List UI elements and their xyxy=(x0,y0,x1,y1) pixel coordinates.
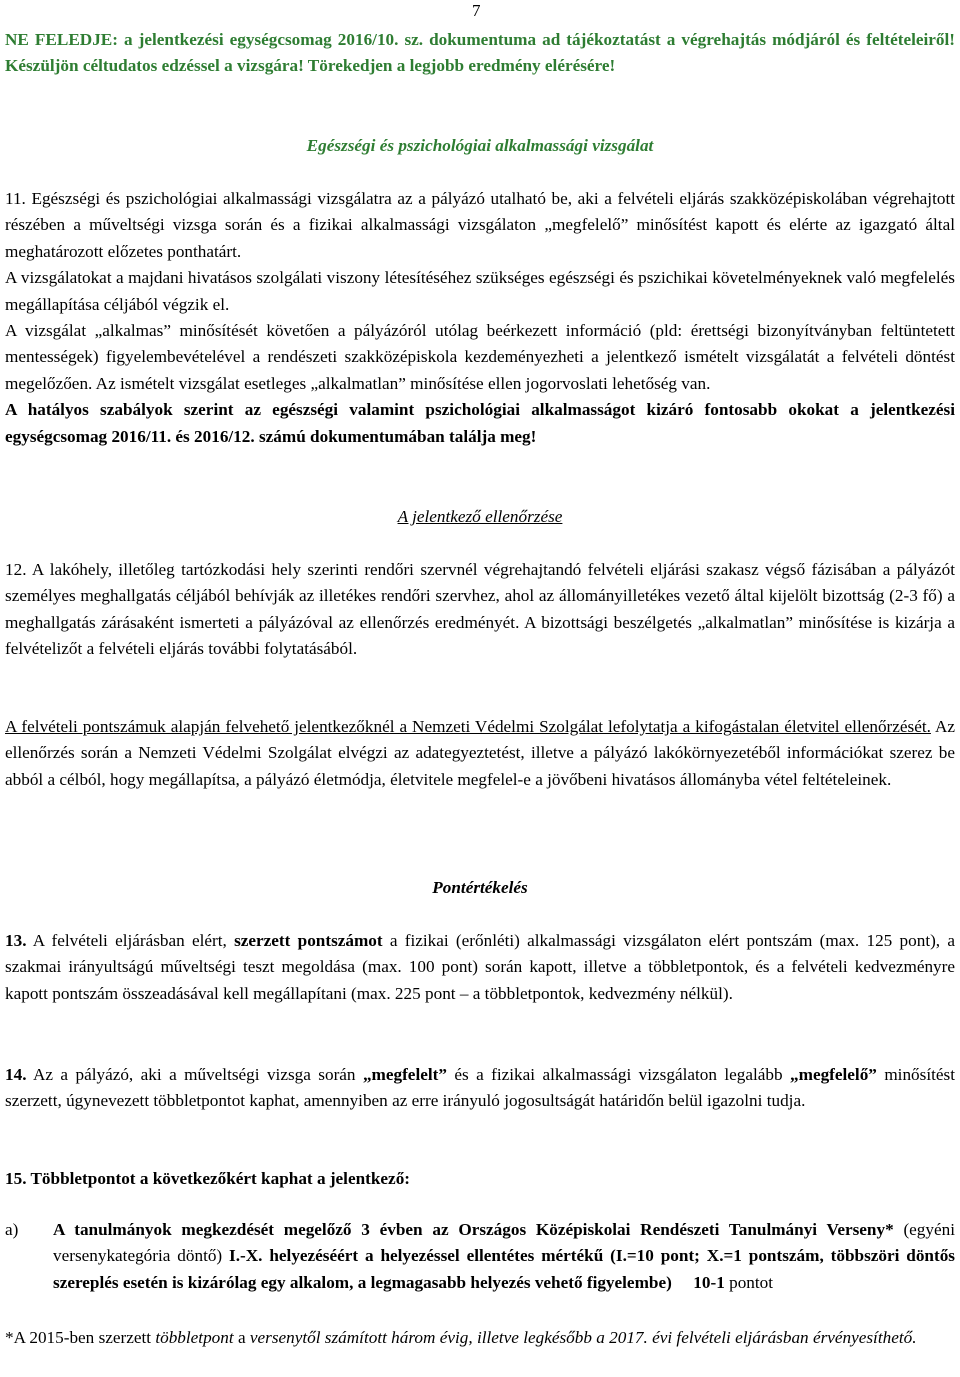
paragraph-bold-text: szerzett pontszámot xyxy=(234,931,383,950)
paragraph-text: A vizsgálat „alkalmas” minősítését követően a pályázóról utólag beérkezett információ (pld: érettségi bizonyítványban feltüntetett mentességek) figyelembevételével a rendészeti szakközépiskola kezdeményezheti a jelentkező ismételt vizsgálatát a felvételi döntést megelőzően. Az ismételt vizsgálat esetleges „alkalmatlan” minősítése ellen jogorvoslati lehetőség van. xyxy=(5,321,955,393)
list-text: pontot xyxy=(724,1272,774,1292)
paragraph-bold-text: Többletpontot a következőkért kaphat a jelentkező: xyxy=(26,1169,411,1188)
footnote xyxy=(5,1325,955,1351)
paragraph-bold-text: „megfelelt” xyxy=(362,1065,447,1084)
paragraph-number: 11. xyxy=(5,189,26,208)
paragraph-12 xyxy=(5,557,955,663)
section-title-health: Egészségi és pszichológiai alkalmassági vizsgálat xyxy=(306,136,654,155)
paragraph-text: Egészségi és pszichológiai alkalmassági vizsgálatra az a pályázó utalható be, aki a felvételi eljárás szakközépiskolában végrehajtott részében a műveltségi vizsga során és a fizikai alkalmassági vizsgálaton „megfelelő” minősítést kapott és elérte az igazgató által meghatározott előzetes ponthatárt. xyxy=(5,189,955,261)
paragraph-12-nvsz xyxy=(5,714,955,793)
footnote-italic-text: többletpont xyxy=(155,1328,234,1347)
paragraph-text: a fizikai (erőnléti) alkalmassági vizsgálaton elért pontszám (max. 125 pont), a szakmai irányultságú műveltségi teszt megoldása (max. 100 pont) során kapott, illetve a többletpontok, és a felvételi kedvezményre kapott pontszám összeadásával kell megállapítani (max. 225 pont – a többletpontok, kedvezmény nélkül). xyxy=(5,931,955,1003)
list-item-text xyxy=(53,1217,955,1296)
list-bold-text: I.-X. helyezéséért a helyezéssel ellentétes mértékű (I.=10 pont; X.=1 pontszám, többszöri döntős szereplés esetén is kizárólag egy alkalom, a legmagasabb helyezés vehető figyelembe) xyxy=(53,1246,955,1292)
section-title-points: Pontértékelés xyxy=(432,878,528,897)
paragraph-number: 14. xyxy=(5,1065,27,1084)
underlined-text: A felvételi pontszámuk alapján felvehető jelentkezőknél a Nemzeti Védelmi Szolgálat lefolytatja a kifogástalan életvitel ellenőrzését. xyxy=(5,717,931,736)
paragraph-number: 13. xyxy=(5,931,27,950)
paragraph-13 xyxy=(5,928,955,1007)
paragraph-text: és a fizikai alkalmassági vizsgálaton legalább xyxy=(446,1065,791,1084)
paragraph-text: A vizsgálatokat a majdani hivatásos szolgálati viszony létesítéséhez szükséges egészségi és pszichikai követelményeknek való megfelelés megállapítása céljából végzik el. xyxy=(5,268,955,314)
list-label: a) xyxy=(5,1220,19,1239)
footnote-text: a xyxy=(233,1328,250,1347)
paragraph-text: A lakóhely, illetőleg tartózkodási hely szerinti rendőri szervnél végrehajtandó felvételi eljárási szakasz végső fázisában a pályázót személyes meghallgatás céljából behívják az illetékes rendőri szervhez, ahol az állományilletékes vezető által kijelölt bizottság (2-3 fő) a meghallgatás zárásaként ismerteti a pályázóval az ellenőrzés eredményét. A bizottsági beszélgetés „alkalmatlan” minősítése is kizárja a felvételizőt a felvételi eljárás további folytatásából. xyxy=(5,560,955,659)
paragraph-14 xyxy=(5,1062,955,1115)
footnote-italic-text: versenytől számított három évig, illetve legkésőbb a 2017. évi felvételi eljárásban érvényesíthető. xyxy=(249,1328,917,1347)
paragraph-text: Az ellenőrzés során a Nemzeti Védelmi Szolgálat elvégzi az adategyeztetést, illetve a pályázó lakókörnyezetéből információkat szerez be abból a célból, hogy megállapítsa, a pályázó életmódja, életvitele megfelel-e a jövőbeni hivatásos állományba vétel feltételeinek. xyxy=(5,717,956,789)
paragraph-text: Az a pályázó, aki a műveltségi vizsga során xyxy=(26,1065,363,1084)
list-bold-text: A tanulmányok megkezdését megelőző 3 évben az Országos Középiskolai Rendészeti Tanulmányi Verseny* xyxy=(53,1220,894,1239)
notice-paragraph: NE FELEDJE: a jelentkezési egységcsomag 2016/10. sz. dokumentuma ad tájékoztatást a végrehajtás módjáról és feltételeiről! Készüljön céltudatos edzéssel a vizsgára! Törekedjen a legjobb eredmény elérésére! xyxy=(5,30,955,76)
paragraph-text: minősítést szerzett, úgynevezett többletpontot kaphat, amennyiben az erre irányuló jogosultságát határidőn belül igazolni tudja. xyxy=(5,1065,955,1111)
paragraph-text: A felvételi eljárásban elért, xyxy=(26,931,235,950)
page-number: 7 xyxy=(472,1,481,20)
list-bold-text: 10-1 xyxy=(693,1272,725,1292)
paragraph-bold-text: „megfelelő” xyxy=(790,1065,877,1084)
list-text: (egyéni versenykategória döntő) xyxy=(53,1220,955,1266)
paragraph-11 xyxy=(5,186,955,450)
paragraph-number: 12. xyxy=(5,560,27,579)
section-title-check: A jelentkező ellenőrzése xyxy=(397,507,563,526)
paragraph-bold-text: A hatályos szabályok szerint az egészségi valamint pszichológiai alkalmasságot kizáró fontosabb okokat a jelentkezési egységcsomag 2016/11. és 2016/12. számú dokumentumában találja meg! xyxy=(5,400,955,446)
paragraph-15 xyxy=(5,1166,955,1192)
list-text xyxy=(672,1273,693,1292)
footnote-text: *A 2015-ben szerzett xyxy=(5,1328,156,1347)
paragraph-number: 15. xyxy=(5,1169,27,1188)
